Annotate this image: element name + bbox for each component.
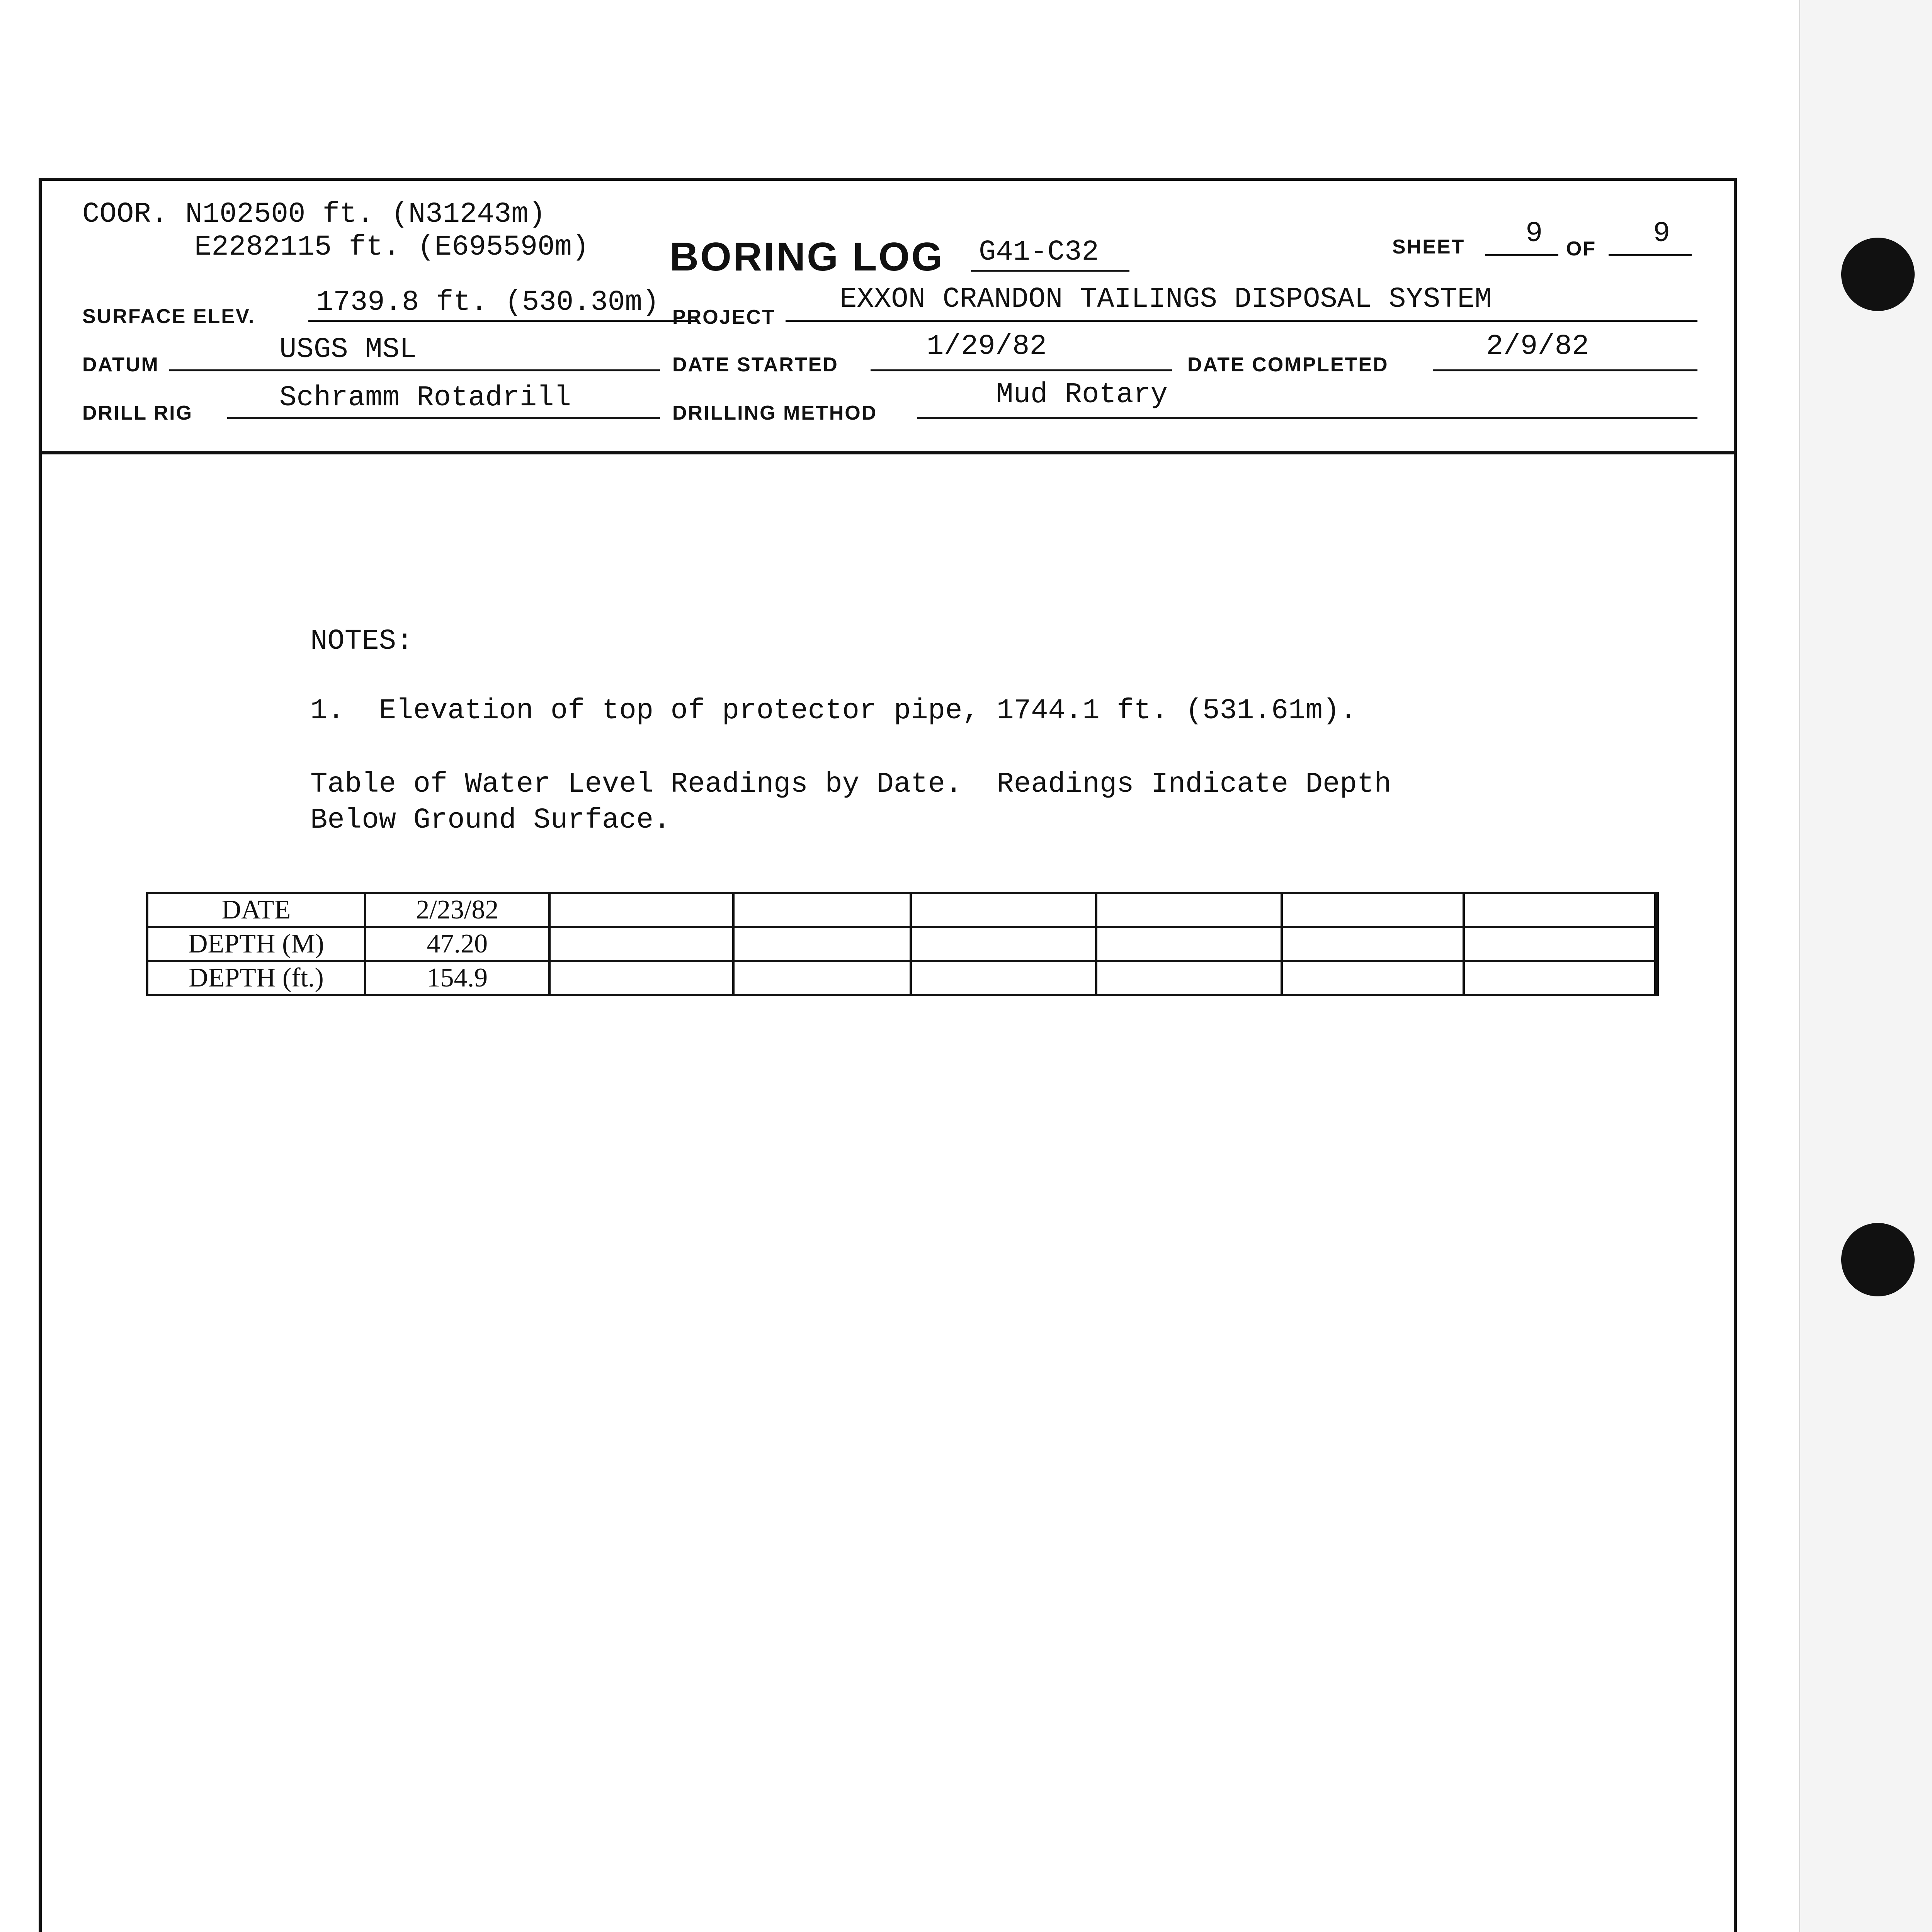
boring-id: G41-C32 [979,236,1099,269]
table-description-line2: Below Ground Surface. [310,804,671,837]
table-cell [1096,893,1282,927]
project-label: PROJECT [672,306,776,328]
table-cell [733,893,910,927]
table-cell [1464,961,1655,995]
boring-log-form [39,178,1737,1932]
table-cell [1655,893,1658,927]
sheet-label: SHEET [1392,236,1465,258]
table-cell [1096,927,1282,961]
coordinate-east: E2282115 ft. (E695590m) [194,231,589,264]
row-label: DEPTH (M) [147,927,365,961]
date-started-value: 1/29/82 [927,330,1047,363]
sheet-total: 9 [1653,218,1670,250]
date-completed-label: DATE COMPLETED [1187,354,1389,376]
table-cell [911,927,1096,961]
drilling-method-value: Mud Rotary [996,379,1168,411]
table-cell [1282,927,1463,961]
table-cell [1282,961,1463,995]
notes-heading: NOTES: [310,625,413,658]
drilling-method-label: DRILLING METHOD [672,402,878,424]
table-cell [549,893,733,927]
table-description-line1: Table of Water Level Readings by Date. Readings Indicate Depth [310,768,1391,801]
row-label: DATE [147,893,365,927]
datum-value: USGS MSL [279,333,417,366]
table-cell [1464,893,1655,927]
table-cell: 47.20 [365,927,549,961]
table-row [147,927,1658,961]
note-1: 1. Elevation of top of protector pipe, 1744.1 ft. (531.61m). [310,695,1357,727]
row-label: DEPTH (ft.) [147,961,365,995]
of-label: OF [1566,238,1597,260]
sheet-number: 9 [1526,218,1543,250]
drill-rig-value: Schramm Rotadrill [279,382,571,414]
table-cell [1464,927,1655,961]
table-cell [1282,893,1463,927]
datum-label: DATUM [82,354,159,376]
table-row [147,893,1658,927]
table-cell: 2/23/82 [365,893,549,927]
table-cell [549,961,733,995]
table-cell [549,927,733,961]
form-title: BORING LOG [670,235,944,279]
table-cell [733,961,910,995]
table-cell [733,927,910,961]
table-cell [1655,927,1658,961]
date-completed-value: 2/9/82 [1486,330,1589,363]
surface-elev-value: 1739.8 ft. (530.30m) [316,286,660,319]
table-row [147,961,1658,995]
table-cell [911,893,1096,927]
table-cell [1096,961,1282,995]
project-value: EXXON CRANDON TAILINGS DISPOSAL SYSTEM [840,283,1492,316]
coordinate-north: COOR. N102500 ft. (N31243m) [82,198,546,231]
punch-hole-top [1841,238,1915,311]
surface-elev-label: SURFACE ELEV. [82,305,255,328]
punch-hole-middle [1841,1223,1915,1296]
table-cell [1655,961,1658,995]
water-level-table [146,892,1659,996]
date-started-label: DATE STARTED [672,354,838,376]
table-cell: 154.9 [365,961,549,995]
table-cell [911,961,1096,995]
drill-rig-label: DRILL RIG [82,402,193,424]
